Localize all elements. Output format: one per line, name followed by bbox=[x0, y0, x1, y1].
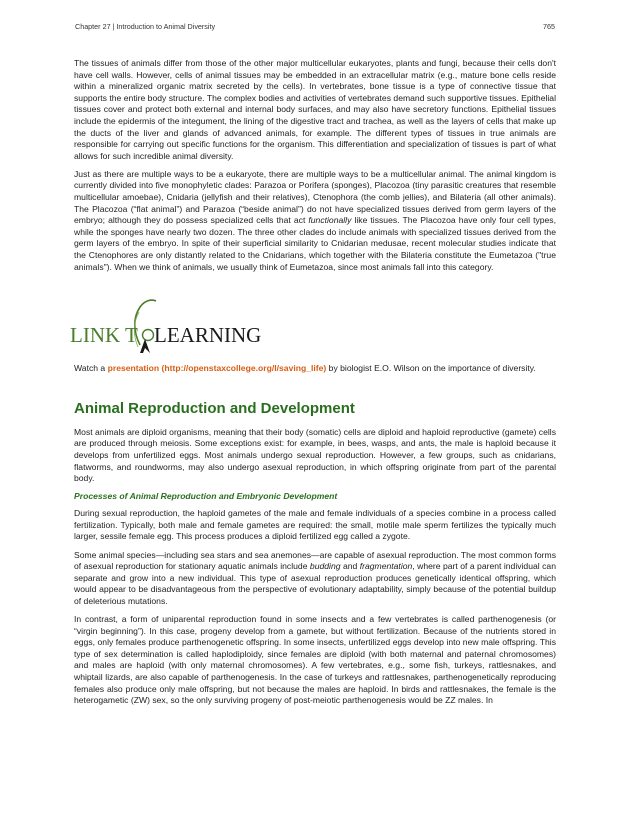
emphasis-functionally: functionally bbox=[308, 215, 352, 226]
chapter-label: Chapter 27 | Introduction to Animal Diversity bbox=[75, 22, 216, 31]
section-heading: Animal Reproduction and Development bbox=[74, 399, 355, 417]
paragraph-parthenogenesis: In contrast, a form of uniparental reproduction found in some insects and a few vertebrates is called parthenogenesis (or “virgin beginning”). In this case, progeny develop from a gamete, but without fertilization. Because of the nutrients stored in eggs, only females produce parthenogenetic offspring. In some insects, unfertilized eggs develop into new male offspring. This type of sex determination is called haplodiploidy, since females are diploid (with both maternal and paternal chromosomes) and males are haploid (with only maternal chromosomes). A few vertebrates, e.g., some fish, turkeys, rattlesnakes, and whiptail lizards, are also capable of parthenogenesis. In the case of turkeys and rattlesnakes, parthenogenetically reproducing females also produce only male offspring, but not because the males are haploid. In birds and rattlesnakes, the female is the heterogametic (ZW) sex, so the only surviving progeny of post-meiotic parthenogenesis would be ZZ males. In bbox=[74, 614, 556, 706]
paragraph-clades: Just as there are multiple ways to be a eukaryote, there are multiple ways to be a multicellular animal. The animal kingdom is currently divided into five monophyletic clades: Parazoa or Porifera (sponges), Placozoa (tiny parasitic creatures that resemble multicellular amoebae), Cnidaria (jellyfish and their relatives), Ctenophora (the comb jellies), and Bilateria (all other animals). The Placozoa (“flat animal”) and Parazoa (“beside animal”) do not have specialized tissues derived from germ layers of the embryo; although they do possess specialized cells that act functionally like tissues. The Placozoa have only four cell types, while the sponges have nearly two dozen. The three other clades do include animals with specialized tissues derived from the germ layers of the embryo. In spite of their superficial similarity to Cnidarian medusae, recent molecular studies indicate that the Ctenophores are only distantly related to the Cnidarians, which together with the Bilateria constitute the Eumetazoa ("true animals"). When we think of animals, we usually think of Eumetazoa, since most animals fall into this category. bbox=[74, 168, 556, 272]
emphasis-budding: budding bbox=[309, 561, 341, 572]
subsection-heading: Processes of Animal Reproduction and Embryonic Development bbox=[74, 491, 338, 502]
logo-text-learning: LEARNING bbox=[154, 323, 262, 348]
paragraph-asexual: Some animal species—including sea stars and sea anemones—are capable of asexual reproduction. The most common forms of asexual reproduction for stationary aquatic animals include budding and fragmentation, where part of a parent individual can separate and grow into a new individual. This type of asexual reproduction produces genetically identical offspring, which would appear to be disadvantageous from the perspective of evolutionary adaptability, simply because of the potential buildup of deleterious mutations. bbox=[74, 549, 556, 606]
emphasis-fragmentation: fragmentation bbox=[359, 561, 413, 572]
link-to-learning-logo bbox=[70, 297, 262, 359]
logo-text-link: LINK T bbox=[70, 323, 138, 348]
page-number: 765 bbox=[543, 22, 555, 31]
paragraph-fertilization: During sexual reproduction, the haploid gametes of the male and female individuals of a species combine in a process called fertilization. Typically, both male and female gametes are required: the small, motile male sperm fertilizes the typically much larger, sessile female egg. This process produces a diploid fertilized egg called a zygote. bbox=[74, 508, 556, 542]
running-header bbox=[75, 22, 555, 31]
paragraph-tissues: The tissues of animals differ from those of the other major multicellular eukaryotes, plants and fungi, because their cells don't have cell walls. However, cells of animal tissues may be embedded in an extracellular matrix (e.g., mature bone cells reside within a mineralized organic matrix secreted by the cells). In vertebrates, bone tissue is a type of connective tissue that supports the entire body structure. The complex bodies and activities of vertebrates demand such supportive tissues. Epithelial tissues cover and protect both external and internal body surfaces, and may also have secretory functions. Epithelial tissues include the epidermis of the integument, the lining of the digestive tract and trachea, as well as the layers of cells that make up the ducts of the liver and glands of advanced animals, for example. The different types of tissues in true animals are responsible for carrying out specific functions for the organism. This differentiation and specialization of tissues is part of what allows for such incredible animal diversity. bbox=[74, 58, 556, 161]
paragraph-diploid: Most animals are diploid organisms, meaning that their body (somatic) cells are diploid and haploid reproductive (gamete) cells are produced through meiosis. Some exceptions exist: for example, in bees, wasps, and ants, the male is haploid because it develops from unfertilized eggs. Most animals undergo sexual reproduction. However, a few groups, such as cnidarians, flatworms, and roundworms, may also undergo asexual reproduction, in which offspring originate from part of the parental body. bbox=[74, 426, 556, 484]
link-to-learning-box bbox=[70, 297, 556, 359]
logo-o-ring bbox=[143, 330, 154, 341]
presentation-link[interactable]: presentation (http://openstaxcollege.org/l/saving_life) bbox=[107, 363, 327, 374]
main-content bbox=[70, 58, 556, 713]
link-to-learning-text: Watch a presentation (http://openstaxcollege.org/l/saving_life) by biologist E.O. Wilson on the importance of diversity. bbox=[74, 363, 536, 374]
